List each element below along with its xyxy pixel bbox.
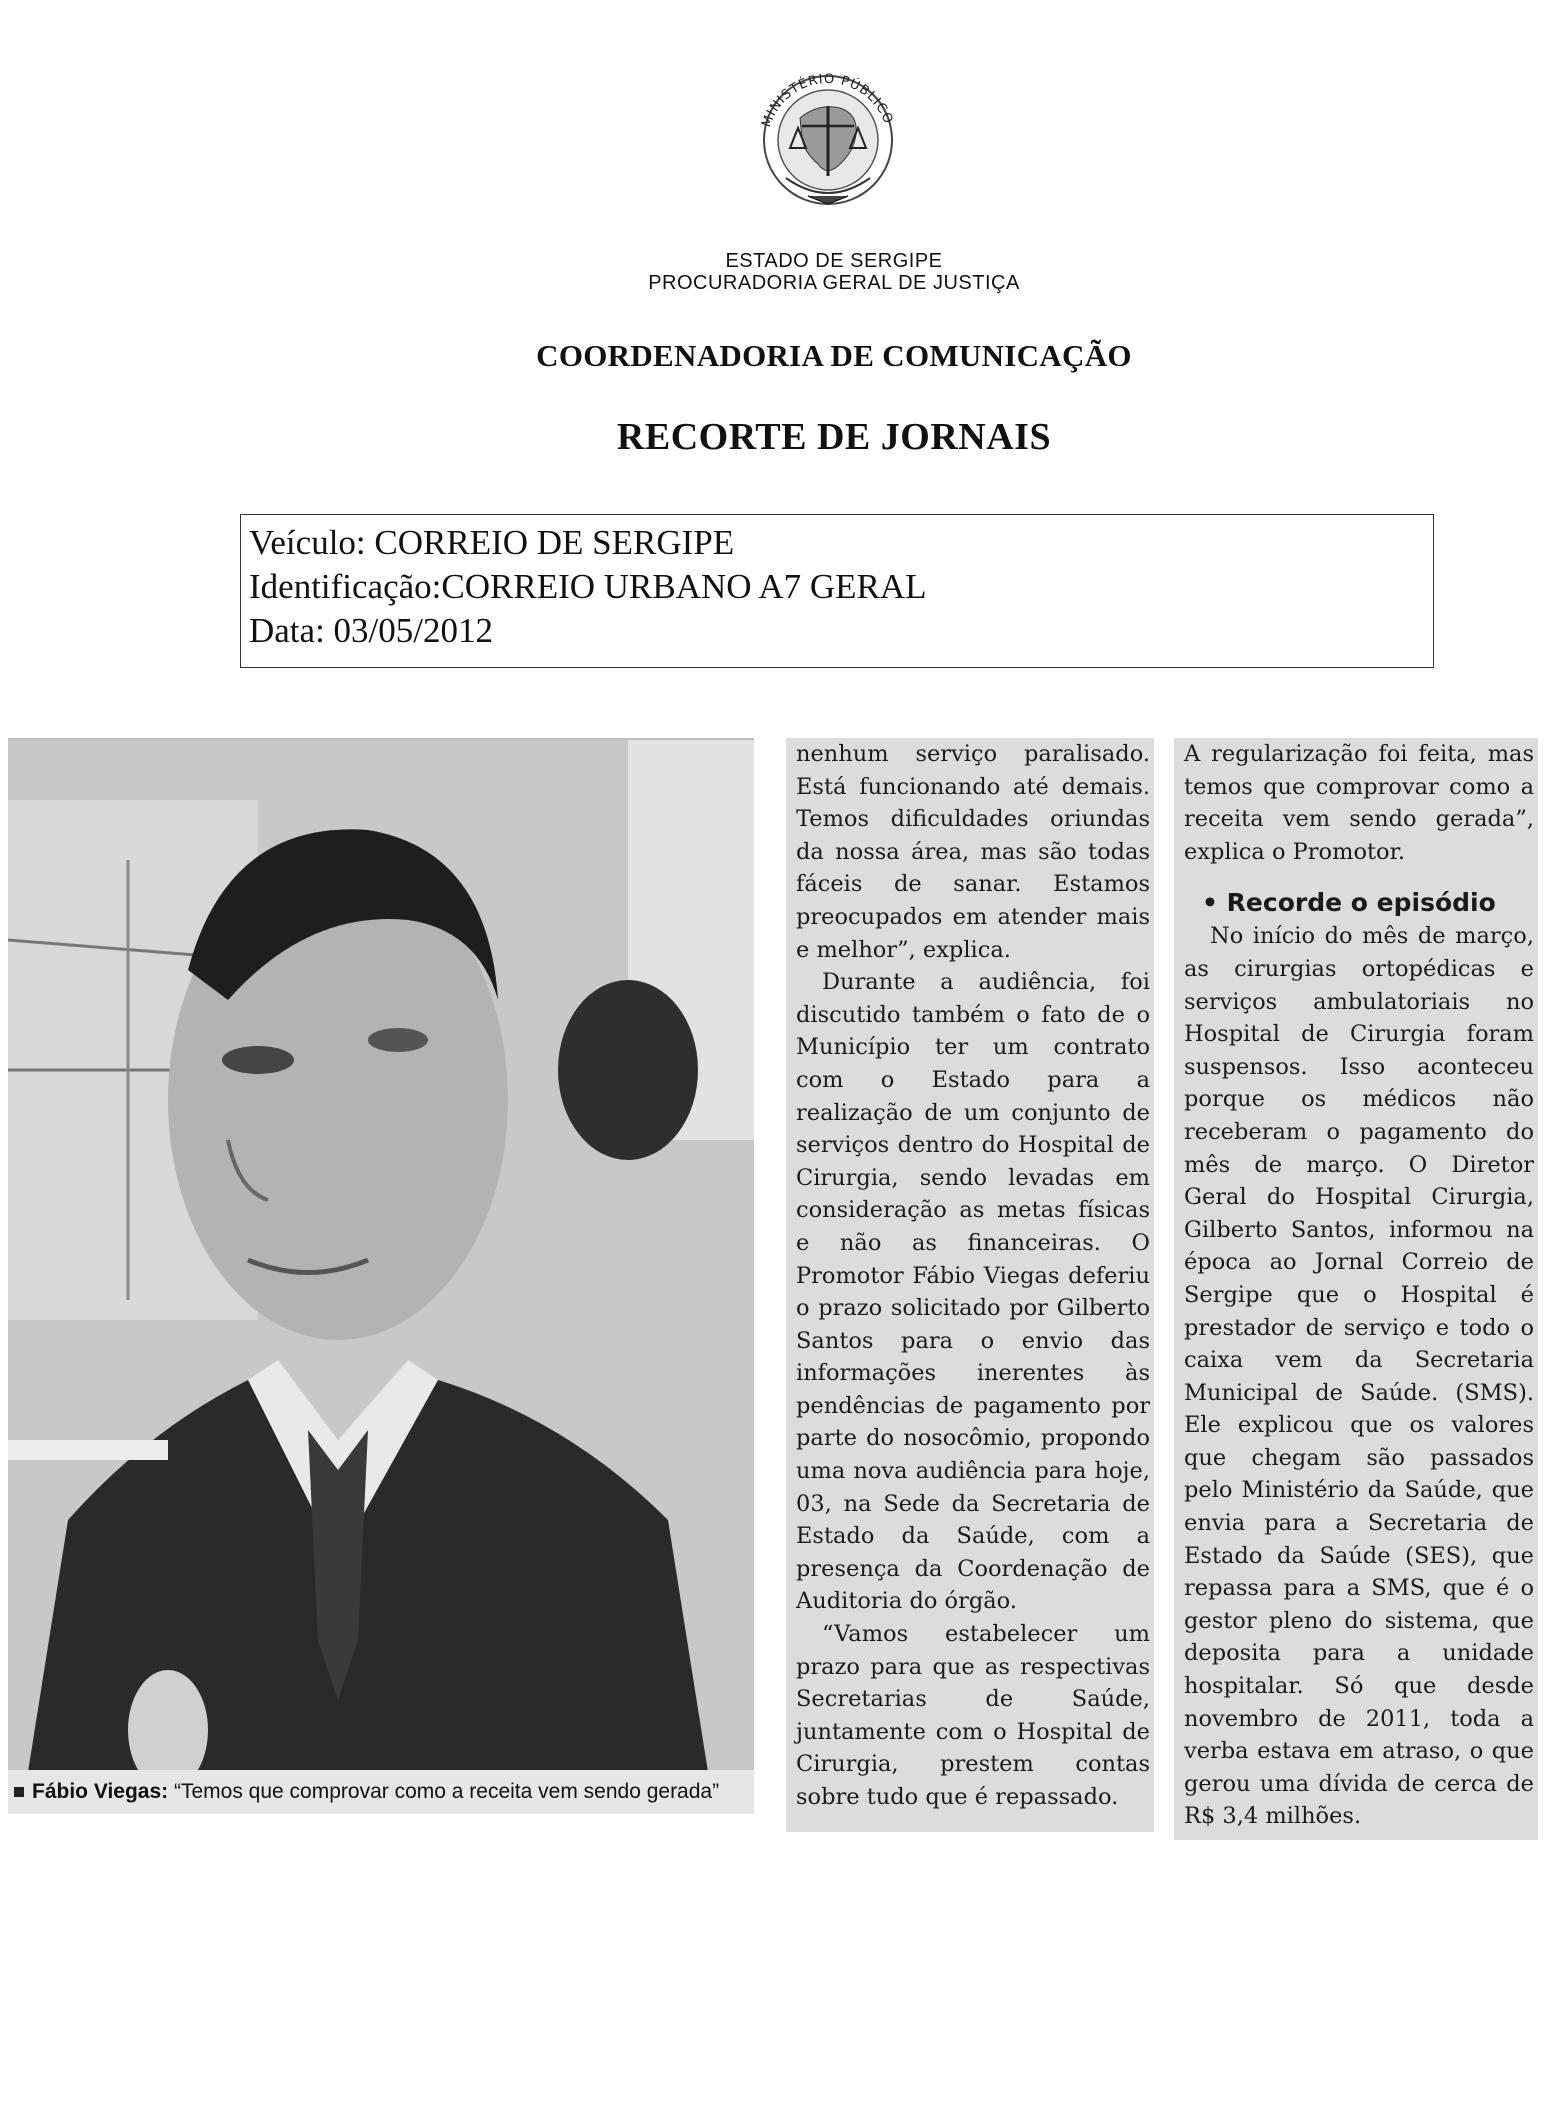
article-paragraph: A regularização foi feita, mas temos que comprovar como a receita vem sendo gerada”, explica o Promotor.	[1184, 741, 1534, 865]
data-line: Data: 03/05/2012	[249, 611, 493, 650]
caption-quote: “Temos que comprovar como a receita vem sendo gerada”	[174, 1780, 720, 1803]
photo-caption	[8, 1770, 754, 1814]
agency-name: PROCURADORIA GERAL DE JUSTIÇA	[648, 272, 1020, 294]
portrait-photo	[8, 738, 754, 1772]
clipping-info-box	[240, 514, 1434, 668]
section-subheading: • Recorde o episódio	[1202, 888, 1496, 918]
article-paragraph: nenhum serviço paralisado. Está funcionando até demais. Temos dificuldades oriundas da nossa área, mas são todas fáceis de sanar. Estamos preocupados em atender mais e melhor”, explica.	[796, 741, 1150, 963]
identificacao-line: Identificação:CORREIO URBANO A7 GERAL	[249, 567, 927, 606]
seal-text: MINISTÉRIO PÚBLICO	[759, 71, 896, 130]
caption-bullet-icon	[14, 1787, 24, 1797]
newspaper-clipping	[8, 738, 1538, 1832]
article-paragraph: No início do mês de março, as cirurgias ortopédicas e serviços ambulatoriais no Hospital de Cirurgia foram suspensos. Isso aconteceu porque os médicos não receberam o pagamento do mês de março. O Diretor Geral do Hospital Cirurgia, Gilberto Santos, informou na época ao Jornal Correio de Sergipe que o Hospital é prestador de serviço e todo o caixa vem da Secretaria Municipal de Saúde. (SMS). Ele explicou que os valores que chegam são passados pelo Ministério da Saúde, que envia para a Secretaria de Estado da Saúde (SES), que repassa para a SMS, que é o gestor pleno do sistema, que deposita para a unidade hospitalar. Só que desde novembro de 2011, toda a verba estava em atraso, o que gerou uma dívida de cerca de R$ 3,4 milhões.	[1184, 923, 1534, 1830]
article-paragraph: Durante a audiência, foi discutido também o fato de o Município ter um contrato com o Estado para a realização de um conjunto de serviços dentro do Hospital de Cirurgia, sendo levadas em consideração as metas físicas e não as financeiras. O Promotor Fábio Viegas deferiu o prazo solicitado por Gilberto Santos para o envio das informações inerentes às pendências de pagamento por parte do nosocômio, propondo uma nova audiência para hoje, 03, na Sede da Secretaria de Estado da Saúde, com a presença da Coordenação de Auditoria do órgão.	[796, 969, 1150, 1615]
veiculo-line: Veículo: CORREIO DE SERGIPE	[249, 523, 735, 562]
page-title: RECORTE DE JORNAIS	[616, 416, 1052, 458]
caption-name: Fábio Viegas:	[32, 1780, 169, 1803]
article-column-1	[786, 738, 1154, 1832]
ministerio-publico-seal	[738, 48, 918, 228]
department-title: COORDENADORIA DE COMUNICAÇÃO	[536, 338, 1132, 373]
article-paragraph: “Vamos estabelecer um prazo para que as respectivas Secretarias de Saúde, juntamente com o Hospital de Cirurgia, prestem contas sobre tudo que é repassado.	[796, 1621, 1150, 1810]
article-column-2	[1174, 738, 1538, 1840]
state-name: ESTADO DE SERGIPE	[725, 250, 943, 272]
